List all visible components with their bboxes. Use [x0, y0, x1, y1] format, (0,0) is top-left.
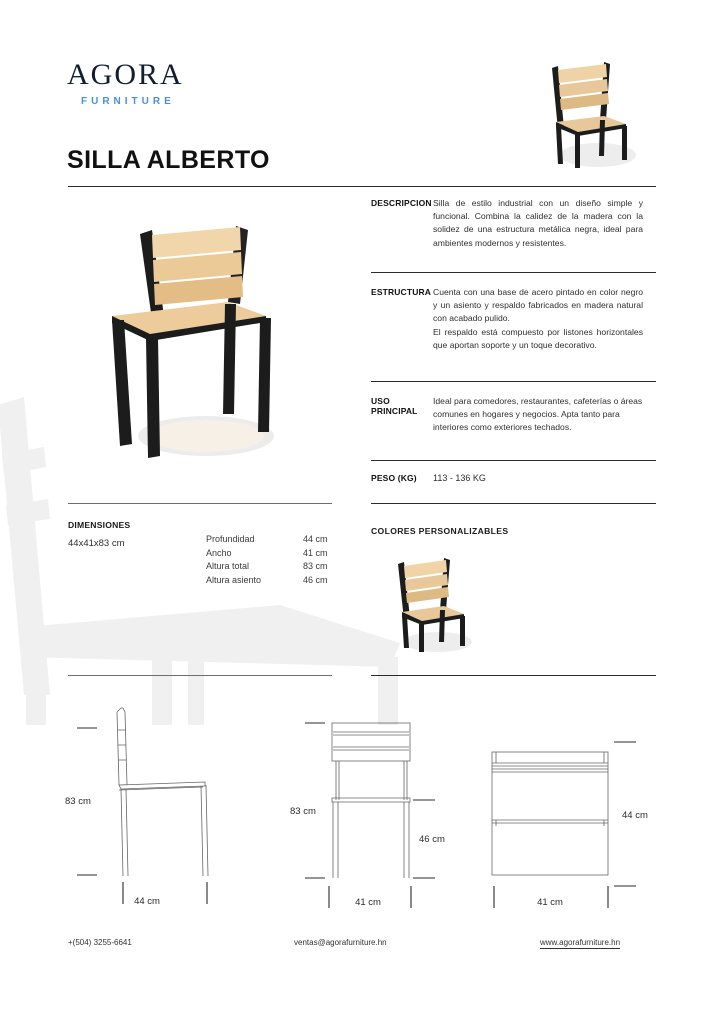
dimension-key: Profundidad [206, 534, 255, 544]
table-row [206, 547, 353, 561]
spec-label: DESCRIPCION [371, 198, 432, 208]
spec-paragraph: El respaldo está compuesto por listones horizontales que aportan soporte y un toque decorativo. [433, 326, 643, 350]
spec-body [433, 395, 643, 435]
dimension-value: 46 cm [303, 574, 328, 585]
footer-website-link[interactable]: www.agorafurniture.hn [540, 938, 621, 947]
brand-name: AGORA [67, 58, 184, 91]
dimension-value: 41 cm [303, 547, 328, 558]
footer-phone: +(504) 3255-6641 [68, 938, 132, 947]
dimension-key: Altura asiento [206, 574, 262, 585]
divider-top [68, 186, 656, 187]
dimension-key: Ancho [206, 547, 232, 558]
dim-label-side-height: 83 cm [65, 796, 91, 807]
dimensiones-summary: 44x41x83 cm [68, 538, 125, 549]
divider-drawings-left [68, 675, 332, 676]
footer-email[interactable]: ventas@agorafurniture.hn [294, 938, 387, 947]
dim-label-top-width: 41 cm [537, 897, 563, 908]
page-title: SILLA ALBERTO [67, 146, 270, 174]
spec-label: PESO (KG) [371, 473, 417, 483]
colores-heading: COLORES PERSONALIZABLES [371, 526, 509, 536]
divider-colores [371, 503, 656, 504]
dimensiones-table [206, 533, 353, 587]
spec-paragraph: 113 - 136 KG [433, 473, 486, 483]
table-row [206, 533, 353, 547]
spec-row-estructura [371, 286, 643, 352]
spec-label: ESTRUCTURA [371, 287, 432, 297]
dimension-value: 44 cm [303, 534, 328, 544]
spec-paragraph: Cuenta con una base de acero pintado en color negro y un asiento y respaldo fabricados en madera natural con acabado pulido. [433, 287, 643, 324]
dim-label-top-depth: 44 cm [622, 810, 648, 821]
spec-label: USO PRINCIPAL [371, 396, 418, 416]
spec-paragraph: Ideal para comedores, restaurantes, cafeterías o áreas comunes en hogares y negocios. Apta tanto para interiores como exteriores techados. [433, 396, 643, 433]
divider-descripcion [371, 272, 656, 273]
dim-label-front-width: 41 cm [355, 897, 381, 908]
spec-body [433, 197, 643, 250]
chair-product-photo [88, 208, 338, 473]
footer-website[interactable] [540, 938, 620, 947]
brand-tagline: FURNITURE [81, 96, 175, 107]
divider-dimensiones [68, 503, 332, 504]
divider-drawings-right [371, 675, 656, 676]
dim-label-side-depth: 44 cm [134, 896, 160, 907]
dimensiones-heading: DIMENSIONES [68, 520, 131, 530]
spec-body [433, 472, 643, 485]
spec-body [433, 286, 643, 352]
dimension-key: Altura total [206, 561, 250, 571]
technical-drawing-top-view [470, 690, 680, 920]
spec-row-peso [371, 472, 643, 485]
chair-thumbnail-colores [378, 548, 493, 660]
table-row [206, 560, 353, 574]
spec-paragraph: Silla de estilo industrial con un diseño simple y funcional. Combina la calidez de la madera con la solidez de una estructura metálica negra, ideal para ambientes modernos y resistentes. [433, 198, 643, 248]
table-row [206, 574, 353, 588]
brand-logo [67, 60, 184, 107]
technical-drawing-front-view [280, 690, 480, 920]
chair-thumbnail-top [530, 50, 660, 175]
divider-uso [371, 460, 656, 461]
spec-row-uso-principal [371, 395, 643, 435]
dim-label-seat-height: 46 cm [419, 834, 445, 845]
technical-drawing-side-view [55, 690, 285, 920]
dim-label-front-height: 83 cm [290, 806, 316, 817]
divider-estructura [371, 381, 656, 382]
spec-row-descripcion [371, 197, 643, 250]
dimension-value: 83 cm [303, 561, 328, 571]
